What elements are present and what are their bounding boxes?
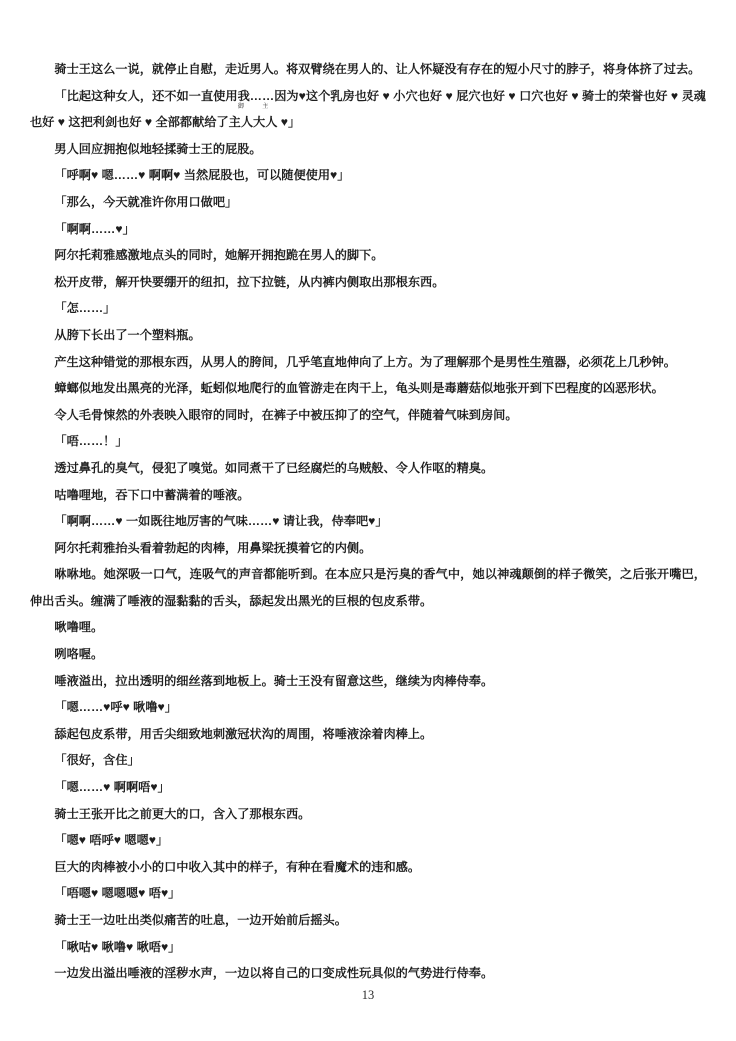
narration-paragraph: 啾噜哩。 [54,620,104,635]
dialogue-paragraph: 「啊啊……♥」 [54,221,135,236]
dialogue-paragraph: 「啾咕♥ 啾噜♥ 啾唔♥」 [54,939,181,954]
dialogue-paragraph: 「嗯……♥呼♥ 啾噜♥」 [54,700,177,715]
narration-paragraph: 一边发出溢出唾液的淫秽水声，一边以将自己的口变成性玩具似的气势进行侍奉。 [54,966,494,981]
narration-paragraph: 咕噜哩地，吞下口中蓄满着的唾液。 [54,487,250,502]
dialogue-paragraph: 「很好，含住」 [54,753,140,768]
narration-paragraph: 骑士王一边吐出类似痛苦的吐息，一边开始前后摇头。 [54,913,347,927]
ruby-mark: 主 [262,104,269,111]
dialogue-paragraph: 「那么，今天就准许你用口做吧」 [54,194,238,209]
dialogue-text-after: 人 ♥」 [265,115,301,130]
narration-paragraph: 令人毛骨悚然的外表映入眼帘的同时，在裤子中被压抑了的空气，伴随着气味到房间。 [54,407,518,422]
narration-paragraph: 巨大的肉棒被小小的口中收入其中的样子，有种在看魔术的违和感。 [54,859,421,874]
narration-paragraph: 松开皮带，解开快要绷开的纽扣，拉下拉链，从内裤内侧取出那根东西。 [54,274,445,289]
dialogue-text-before: 「比起这种女人，还不如一直使用我……因为♥这个乳房也好 ♥ 小穴也好 ♥ 屁穴也好 ♥ 口穴也好 ♥ 骑士的荣誉也好 ♥ 灵魂也好 ♥ 这把利剑也好 ♥ 全部都献给了 [30,88,706,130]
narration-paragraph: 从胯下长出了一个塑料瓶。 [54,327,201,342]
narration-paragraph: 咻咻地。她深吸一口气，连吸气的声音都能听到。在本应只是污臭的香气中，她以神魂颠倒的样子微笑，之后张开嘴巴，伸出舌头。缠满了唾液的湿黏黏的舌头，舔起发出黑光的巨根的包皮系带。 [30,567,706,608]
ruby-base: 主 [228,115,241,130]
narration-paragraph: 阿尔托莉雅感激地点头的同时，她解开拥抱跪在男人的脚下。 [54,248,384,263]
narration-paragraph: 骑士王这么一说，就停止自慰，走近男人。将双臂绕在男人的、让人怀疑没有存在的短小尺寸的脖子，将身体挤了过去。 [54,62,701,76]
dialogue-paragraph: 「怎……」 [54,301,116,316]
dialogue-paragraph [30,83,706,136]
dialogue-paragraph: 「呼啊♥ 嗯……♥ 啊啊♥ 当然屁股也，可以随便使用♥」 [54,168,350,183]
narration-paragraph: 男人回应拥抱似地轻揉骑士王的屁股。 [54,141,262,156]
narration-paragraph: 唾液溢出，拉出透明的细丝落到地板上。骑士王没有留意这些，继续为肉棒侍奉。 [54,673,494,688]
page-number: 13 [361,987,375,1002]
document-text-body [30,56,706,1003]
ruby-base: 大 [253,115,266,130]
narration-paragraph: 阿尔托莉雅抬头看着勃起的肉棒，用鼻梁抚摸着它的内侧。 [54,540,372,555]
dialogue-paragraph: 「啊啊……♥ 一如既往地厉害的气味……♥ 请让我，侍奉吧♥」 [54,514,388,529]
dialogue-text-mid: 人 [240,115,254,130]
annotated-word-zhu [228,104,244,136]
dialogue-paragraph: 「嗯♥ 唔呼♥ 嗯嗯♥」 [54,833,169,848]
dialogue-paragraph: 「嗯……♥ 啊啊唔♥」 [54,780,170,795]
narration-paragraph: 透过鼻孔的臭气，侵犯了嗅觉。如同煮干了已经腐烂的乌贼般、令人作呕的精臭。 [54,460,494,475]
narration-paragraph: 蟑螂似地发出黑亮的光泽，蚯蚓似地爬行的血管游走在肉干上，龟头则是毒蘑菇似地张开到下巴程度的凶恶形状。 [54,381,664,396]
dialogue-paragraph: 「唔嗯♥ 嗯嗯嗯♥ 唔♥」 [54,886,181,901]
narration-paragraph: 咧咯喔。 [54,647,104,662]
narration-paragraph: 骑士王张开比之前更大的口，含入了那根东西。 [54,806,311,821]
ruby-mark: 御 [237,104,244,111]
annotated-word-da [253,104,269,136]
narration-paragraph: 产生这种错觉的那根东西，从男人的胯间，几乎笔直地伸向了上方。为了理解那个是男性生殖器，必须花上几秒钟。 [54,354,676,369]
narration-paragraph: 舔起包皮系带，用舌尖细致地刺激冠状沟的周围，将唾液涂着肉棒上。 [54,726,433,741]
dialogue-paragraph: 「唔……！」 [54,434,128,449]
